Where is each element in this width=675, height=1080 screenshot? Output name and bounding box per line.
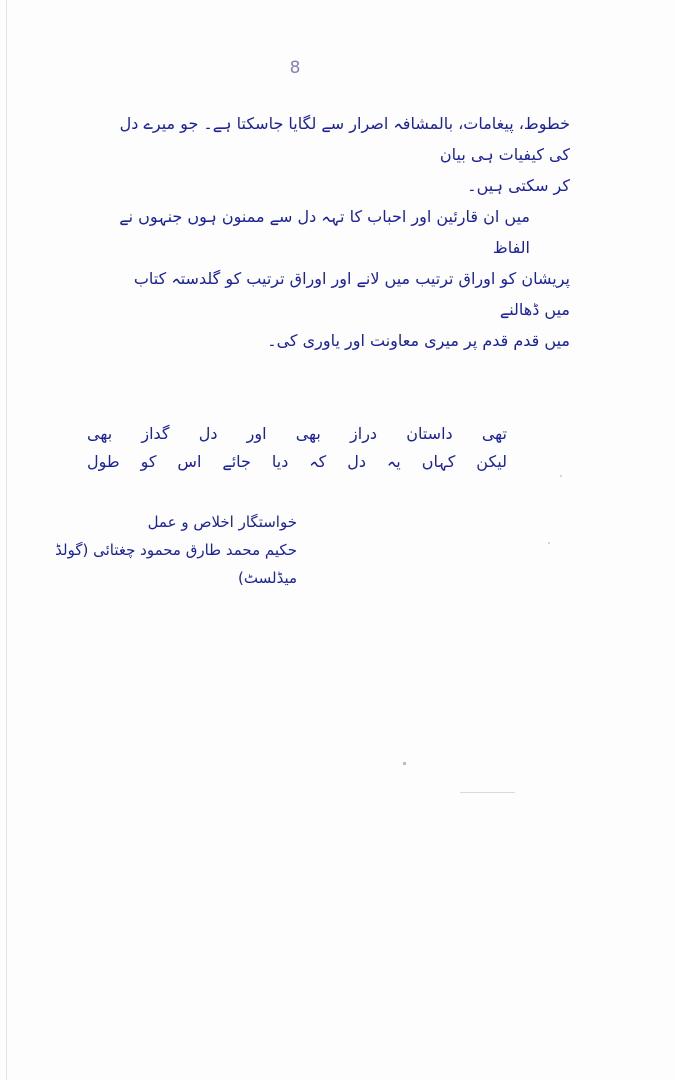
- paragraph-line: کر سکتی ہیں۔: [467, 176, 570, 195]
- body-text: [110, 108, 570, 356]
- scan-speck: [403, 762, 406, 765]
- verse-line: لیکن کہاں یہ دل کہ دیا جائے اس کو طول: [87, 452, 507, 471]
- paragraph-line: میں ان قارئین اور احباب کا تہہ دل سے ممنون ہوں جنہوں نے الفاظ: [119, 207, 530, 257]
- verse-couplet: [87, 420, 507, 476]
- closing-phrase: خواستگار اخلاص و عمل: [147, 513, 297, 531]
- author-name: حکیم محمد طارق محمود چغتائی (گولڈ میڈلسٹ): [55, 541, 297, 587]
- paragraph-line: میں قدم قدم پر میری معاونت اور یاوری کی۔: [267, 331, 570, 350]
- scan-speck: [460, 792, 515, 793]
- page-edge-line: [6, 0, 7, 1080]
- scan-speck: [560, 475, 562, 477]
- paragraph-line: خطوط، پیغامات، بالمشافہ اصرار سے لگایا جاسکتا ہے۔ جو میرے دل کی کیفیات ہی بیان: [119, 114, 570, 164]
- scan-speck: [548, 542, 550, 544]
- verse-line: تھی داستان دراز بھی اور دل گداز بھی: [87, 424, 507, 443]
- page-number: 8: [289, 58, 301, 78]
- paragraph-line: پریشان کو اوراق ترتیب میں لانے اور اوراق ترتیب کو گلدستہ کتاب میں ڈھالنے: [133, 269, 570, 319]
- signature-block: [27, 508, 297, 592]
